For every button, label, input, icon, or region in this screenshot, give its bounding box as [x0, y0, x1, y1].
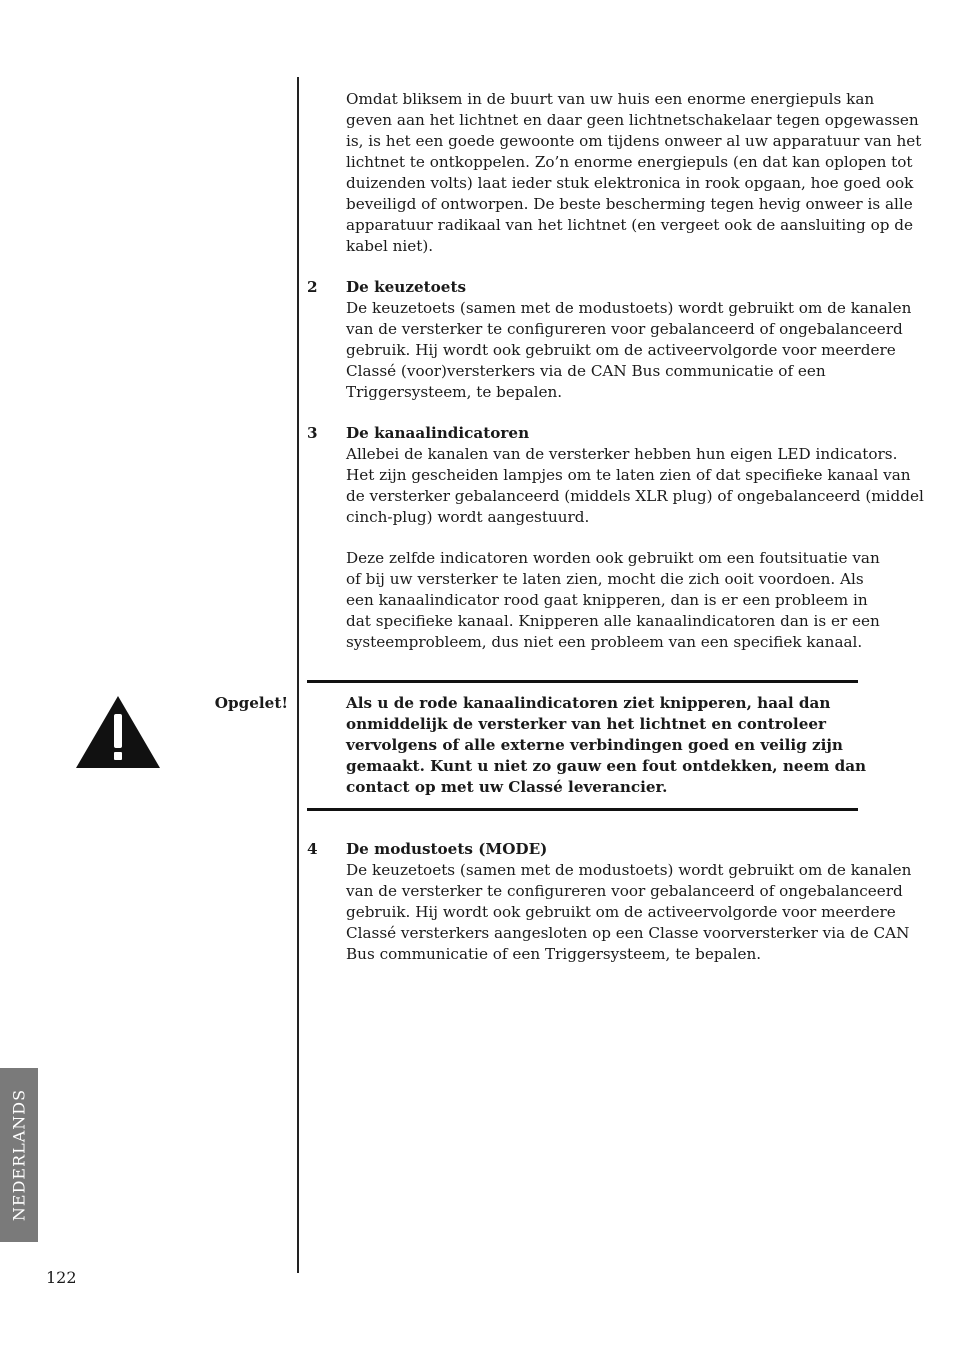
text-line: gemaakt. Kunt u niet zo gauw een fout ontdekken, neem dan [346, 757, 867, 775]
warning-label: Opgelet! [214, 694, 288, 712]
warning-bottom-rule [307, 808, 858, 811]
section-4-body [346, 860, 912, 965]
warning-triangle-icon [76, 696, 160, 768]
text-line: gebruik. Hij wordt ook gebruikt om de activeervolgorde voor meerdere [346, 341, 896, 359]
text-line: gebruik. Hij wordt ook gebruikt om de activeervolgorde voor meerdere [346, 903, 896, 921]
text-line: Bus communicatie of een Triggersysteem, te bepalen. [346, 945, 762, 963]
text-line: Het zijn gescheiden lampjes om te laten zien of dat specifieke kanaal van [346, 466, 911, 484]
warning-text [346, 693, 866, 798]
section-2-title: De keuzetoets [346, 278, 467, 296]
text-line: onmiddelijk de versterker van het lichtnet en controleer [346, 715, 827, 733]
text-line: cinch-plug) wordt aangestuurd. [346, 508, 590, 526]
text-line: beveiligd of ontworpen. De beste bescherming tegen hevig onweer is alle [346, 195, 913, 213]
text-line: vervolgens of alle externe verbindingen goed en veilig zijn [346, 736, 843, 754]
text-line: lichtnet te ontkoppelen. Zo’n enorme energiepuls (en dat kan oplopen tot [346, 153, 913, 171]
section-4-title: De modustoets (MODE) [346, 840, 548, 858]
section-3-body [346, 444, 924, 528]
language-tab [0, 1068, 38, 1242]
text-line: Omdat bliksem in de buurt van uw huis een enorme energiepuls kan [346, 90, 875, 108]
text-line: van de versterker te configureren voor gebalanceerd of ongebalanceerd [346, 882, 903, 900]
section-3-title: De kanaalindicatoren [346, 424, 530, 442]
text-line: Triggersysteem, te bepalen. [346, 383, 563, 401]
section-2-number: 2 [307, 278, 318, 296]
text-line: of bij uw versterker te laten zien, mocht die zich ooit voordoen. Als [346, 570, 864, 588]
text-line: kabel niet). [346, 237, 434, 255]
section-3-number: 3 [307, 424, 318, 442]
text-line: geven aan het lichtnet en daar geen lichtnetschakelaar tegen opgewassen [346, 111, 919, 129]
text-line: Classé (voor)versterkers via de CAN Bus communicatie of een [346, 362, 826, 380]
text-line: Allebei de kanalen van de versterker hebben hun eigen LED indicators. [346, 445, 898, 463]
text-line: de versterker gebalanceerd (middels XLR plug) of ongebalanceerd (middel [346, 487, 924, 505]
column-divider [297, 77, 299, 1273]
text-line: een kanaalindicator rood gaat knipperen, dan is er een probleem in [346, 591, 868, 609]
text-line: Classé versterkers aangesloten op een Classe voorversterker via de CAN [346, 924, 910, 942]
text-line: apparatuur radikaal van het lichtnet (en vergeet ook de aansluiting op de [346, 216, 913, 234]
text-line: Als u de rode kanaalindicatoren ziet knipperen, haal dan [346, 694, 831, 712]
text-line: duizenden volts) laat ieder stuk elektronica in rook opgaan, hoe goed ook [346, 174, 914, 192]
section-2-body [346, 298, 912, 403]
text-line: systeemprobleem, dus niet een probleem van een specifiek kanaal. [346, 633, 863, 651]
intro-paragraph [346, 89, 922, 257]
page-number: 122 [46, 1268, 77, 1287]
text-line: De keuzetoets (samen met de modustoets) wordt gebruikt om de kanalen [346, 861, 912, 879]
text-line: is, is het een goede gewoonte om tijdens onweer al uw apparatuur van het [346, 132, 922, 150]
text-line: De keuzetoets (samen met de modustoets) wordt gebruikt om de kanalen [346, 299, 912, 317]
warning-top-rule [307, 680, 858, 683]
language-label: NEDERLANDS [9, 1088, 29, 1222]
text-line: dat specifieke kanaal. Knipperen alle kanaalindicatoren dan is er een [346, 612, 880, 630]
section-3-body-2 [346, 548, 880, 653]
text-line: contact op met uw Classé leverancier. [346, 778, 668, 796]
text-line: van de versterker te configureren voor gebalanceerd of ongebalanceerd [346, 320, 903, 338]
text-line: Deze zelfde indicatoren worden ook gebruikt om een foutsituatie van [346, 549, 880, 567]
section-4-number: 4 [307, 840, 318, 858]
